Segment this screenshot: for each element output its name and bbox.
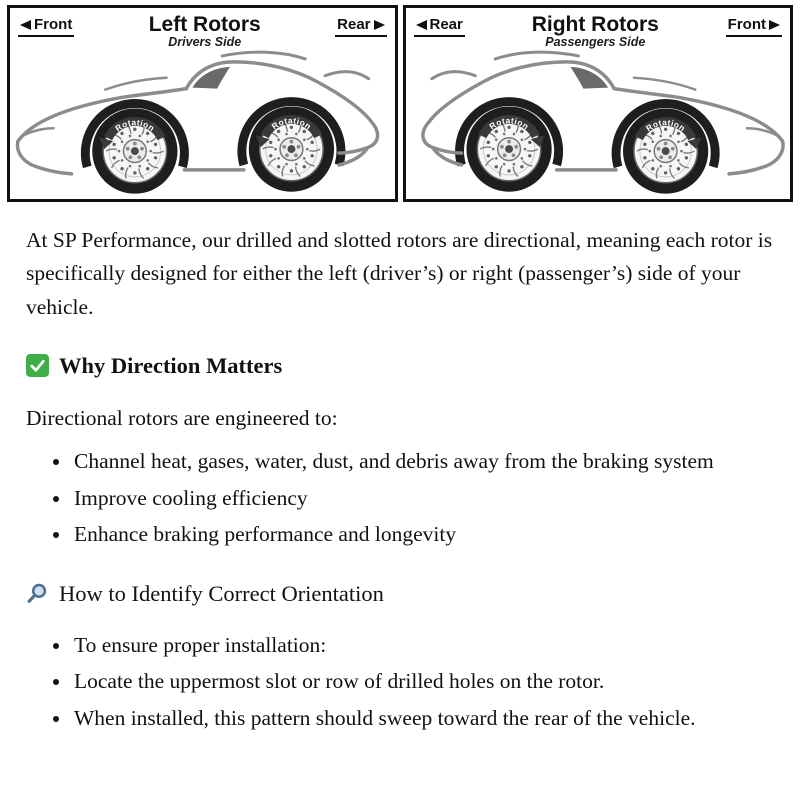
heading-text: Why Direction Matters [59, 353, 283, 379]
list-item: • Channel heat, gases, water, dust, and debris away from the braking system [72, 445, 774, 479]
list-item: • Improve cooling efficiency [72, 482, 774, 516]
arrow-left-icon [416, 20, 427, 30]
right-rotors-panel [403, 5, 794, 202]
heading-text: How to Identify Correct Orientation [59, 580, 384, 606]
direction-text: Front [34, 16, 73, 33]
rotation-label: Rotation [486, 115, 531, 132]
panel-title: Right Rotors [531, 13, 659, 36]
direction-text: Rear [429, 16, 463, 33]
intro-paragraph: At SP Performance, our drilled and slotted rotors are directional, meaning each rotor is specifically designed for either the left (driver’s) or right (passenger’s) side of your vehicle. [26, 227, 773, 319]
rear-direction-label [335, 16, 386, 37]
left-car-illustration [10, 50, 395, 199]
rotation-label: Rotation [113, 117, 157, 134]
orientation-list [26, 629, 774, 736]
front-direction-label [18, 16, 74, 37]
magnifier-icon [26, 582, 49, 605]
description-content [0, 204, 800, 780]
check-icon [26, 354, 49, 377]
panel-subtitle: Drivers Side [168, 35, 242, 50]
rotor-direction-diagram [0, 0, 800, 204]
left-panel-header [10, 8, 395, 49]
list-item: • When installed, this pattern should sweep toward the rear of the vehicle. [72, 702, 774, 736]
list-item: • Locate the uppermost slot or row of drilled holes on the rotor. [72, 665, 774, 699]
arrow-left-icon [20, 20, 31, 30]
rear-direction-label [414, 16, 465, 37]
section-heading-identify-orientation [26, 576, 774, 611]
rotation-label: Rotation [269, 115, 314, 132]
panel-subtitle: Passengers Side [545, 35, 646, 50]
list-item: • Enhance braking performance and longevity [72, 518, 774, 552]
front-direction-label [726, 16, 782, 37]
list-item: • To ensure proper installation: [72, 629, 774, 663]
benefits-list [26, 445, 774, 552]
section-heading-why-direction-matters [26, 348, 774, 383]
panel-title: Left Rotors [148, 13, 261, 36]
rotation-label: Rotation [643, 117, 687, 134]
direction-text: Front [727, 16, 766, 33]
arrow-right-icon [769, 20, 780, 30]
arrow-right-icon [374, 20, 385, 30]
left-rotors-panel [7, 5, 398, 202]
right-panel-titles [465, 14, 726, 49]
right-panel-header [406, 8, 791, 49]
right-car-illustration [406, 50, 791, 199]
left-panel-titles [74, 14, 335, 49]
lead-paragraph: Directional rotors are engineered to: [26, 405, 338, 430]
direction-text: Rear [337, 16, 371, 33]
